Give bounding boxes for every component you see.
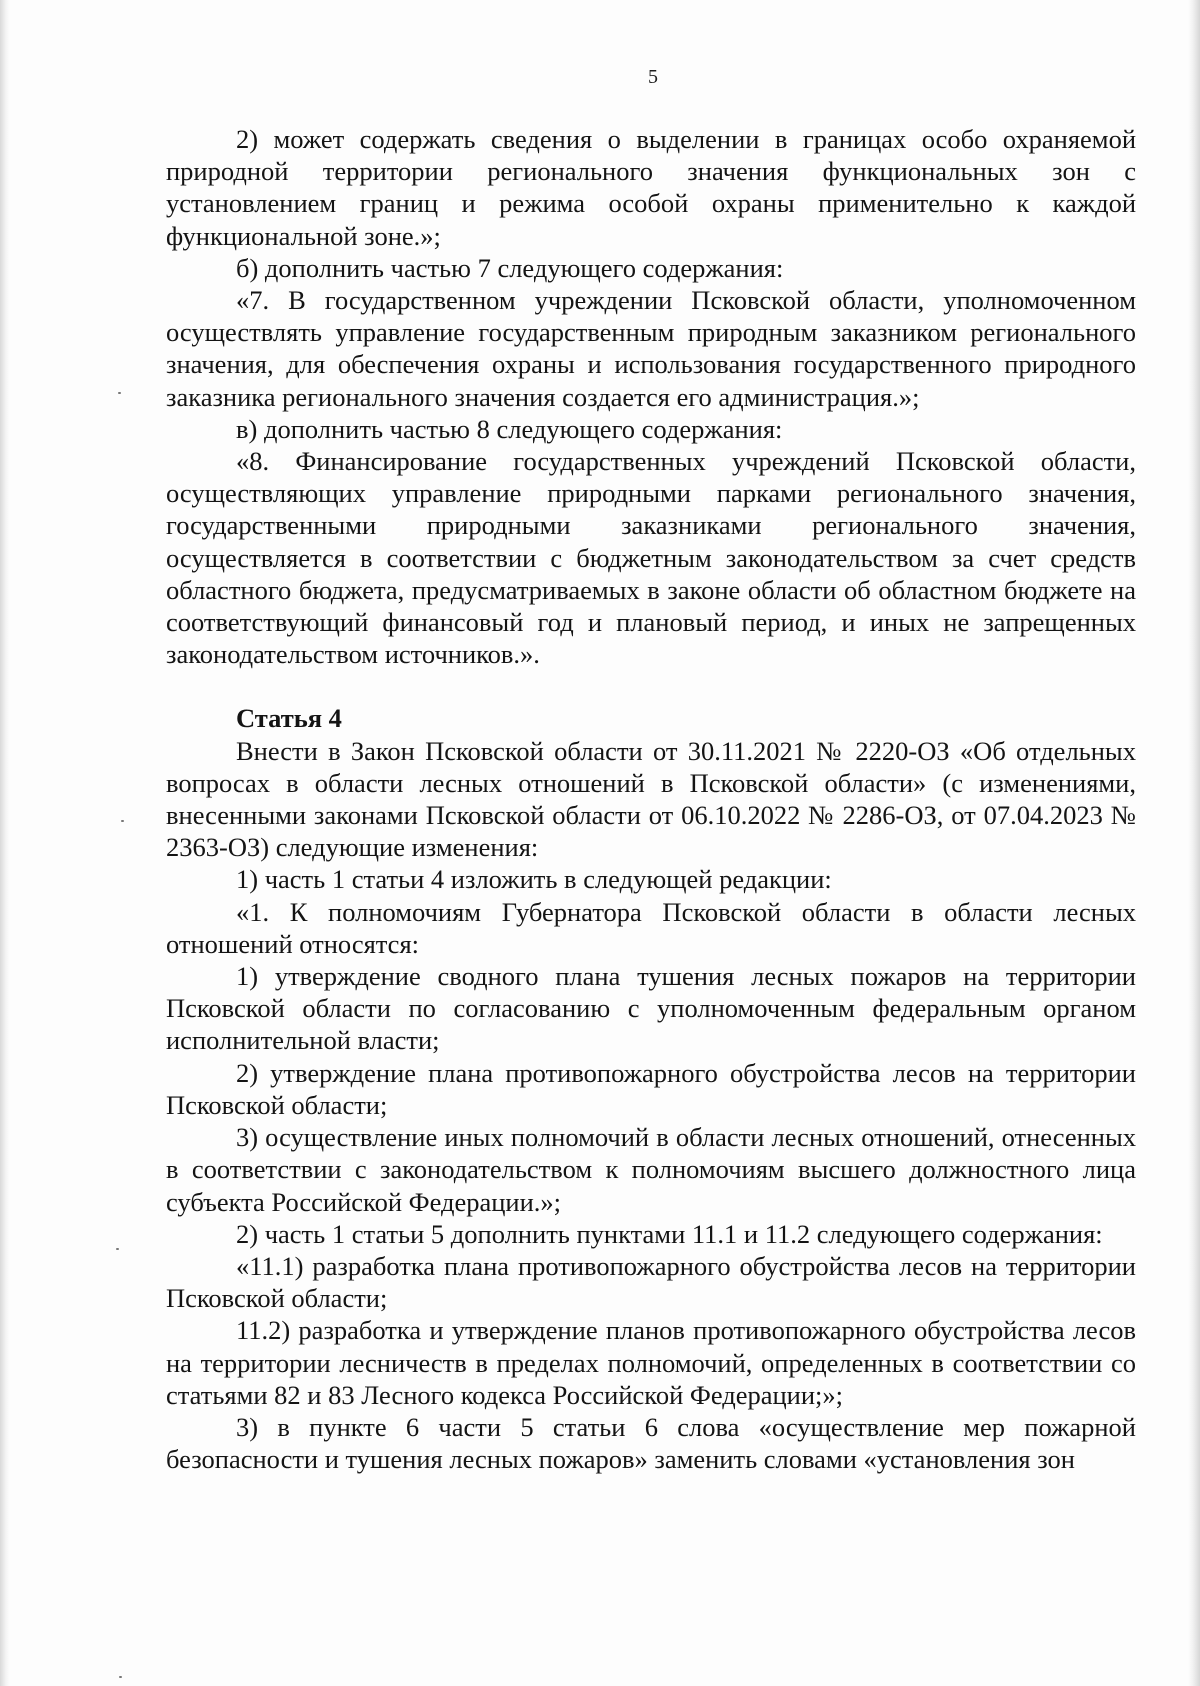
article-heading: Статья 4	[236, 703, 342, 734]
paragraph-power-3: 3) осуществление иных полномочий в области лесных отношений, отнесенных в соответствии с законодательством к полномочиям высшего должностного лица субъекта Российской Федерации.»;	[166, 1122, 1136, 1217]
paragraph-item-11-1: «11.1) разработка плана противопожарного обустройства лесов на территории Псковской области;	[166, 1250, 1136, 1314]
page-number: 5	[648, 66, 658, 88]
scan-speck	[121, 820, 124, 822]
document-body	[166, 123, 1136, 1475]
paragraph-change-1: 1) часть 1 статьи 4 изложить в следующей редакции:	[236, 864, 832, 895]
paragraph-item-11-2: 11.2) разработка и утверждение планов противопожарного обустройства лесов на территории лесничеств в пределах полномочий, определенных в соответствии со статьями 82 и 83 Лесного кодекса Российской Федерации;»;	[166, 1315, 1136, 1410]
paragraph-governor-powers: «1. К полномочиям Губернатора Псковской области в области лесных отношений относятся:	[166, 896, 1136, 959]
scan-edge-right	[1188, 0, 1200, 1686]
paragraph-article-4-intro: Внести в Закон Псковской области от 30.11.2021 № 2220-ОЗ «Об отдельных вопросах в области лесных отношений в Псковской области» (с изменениями, внесенными законами Псковской области от 06.10.2022 № 2286-ОЗ, от 07.04.2023 № 2363-ОЗ) следующие изменения:	[166, 735, 1136, 863]
paragraph-add-part-8: в) дополнить частью 8 следующего содержания:	[236, 413, 783, 444]
scan-speck	[118, 392, 121, 394]
paragraph-change-3: 3) в пункте 6 части 5 статьи 6 слова «осуществление мер пожарной безопасности и тушения лесных пожаров» заменить словами «установления зон	[166, 1411, 1136, 1475]
paragraph-change-2: 2) часть 1 статьи 5 дополнить пунктами 11.1 и 11.2 следующего содержания:	[236, 1218, 1103, 1249]
paragraph-item-2-protected-zones: 2) может содержать сведения о выделении в границах особо охраняемой природной территории регионального значения функциональных зон с установлением границ и режима особой охраны применительно к каждой функциональной зоне.»;	[166, 124, 1136, 251]
paragraph-power-2: 2) утверждение плана противопожарного обустройства лесов на территории Псковской области;	[166, 1057, 1136, 1120]
paragraph-part-8-financing: «8. Финансирование государственных учреждений Псковской области, осуществляющих управление природными парками регионального значения, государственными природными заказниками регионального значения, осуществляется в соответствии с бюджетным законодательством за счет средств областного бюджета, предусматриваемых в законе области об областном бюджете на соответствующий финансовый год и плановый период, и иных не запрещенных законодательством источников.».	[166, 446, 1136, 670]
scan-speck	[116, 1248, 119, 1250]
paragraph-add-part-7: б) дополнить частью 7 следующего содержания:	[236, 252, 784, 283]
scan-edge-left	[0, 0, 10, 1686]
section-spacer	[166, 670, 1136, 702]
scan-speck	[119, 1676, 122, 1678]
paragraph-part-7-administration: «7. В государственном учреждении Псковской области, уполномоченном осуществлять управление государственным природным заказником регионального значения, для обеспечения охраны и использования государственного природного заказника регионального значения создается его администрация.»;	[166, 285, 1136, 412]
paragraph-power-1: 1) утверждение сводного плана тушения лесных пожаров на территории Псковской области по согласованию с уполномоченным федеральным органом исполнительной власти;	[166, 961, 1136, 1056]
